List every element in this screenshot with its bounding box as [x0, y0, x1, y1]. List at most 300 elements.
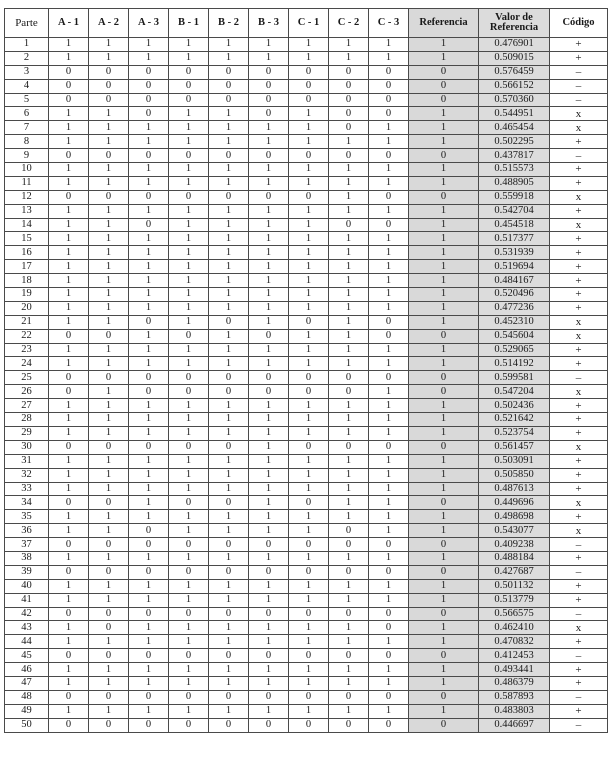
cell-a1: 1 [49, 510, 89, 524]
cell-referencia: 1 [409, 482, 479, 496]
cell-b1: 0 [169, 565, 209, 579]
cell-parte: 45 [5, 649, 49, 663]
cell-c3: 1 [369, 524, 409, 538]
cell-valor-de-referencia: 0.503091 [479, 454, 550, 468]
header-a3: A - 3 [129, 9, 169, 38]
cell-c2: 0 [329, 538, 369, 552]
cell-referencia: 0 [409, 93, 479, 107]
cell-b2: 0 [209, 79, 249, 93]
cell-c3: 0 [369, 79, 409, 93]
cell-referencia: 1 [409, 246, 479, 260]
cell-c3: 1 [369, 288, 409, 302]
cell-b1: 1 [169, 468, 209, 482]
cell-b1: 1 [169, 399, 209, 413]
cell-c2: 1 [329, 329, 369, 343]
cell-c1: 1 [289, 274, 329, 288]
cell-c1: 1 [289, 232, 329, 246]
cell-b1: 1 [169, 676, 209, 690]
cell-valor-de-referencia: 0.449696 [479, 496, 550, 510]
cell-parte: 7 [5, 121, 49, 135]
cell-a1: 1 [49, 482, 89, 496]
cell-a1: 1 [49, 176, 89, 190]
cell-codigo: – [550, 649, 608, 663]
table-row [5, 551, 608, 565]
cell-valor-de-referencia: 0.454518 [479, 218, 550, 232]
cell-codigo: + [550, 482, 608, 496]
cell-referencia: 1 [409, 232, 479, 246]
cell-c1: 1 [289, 482, 329, 496]
cell-a1: 1 [49, 593, 89, 607]
cell-b1: 1 [169, 704, 209, 718]
cell-a3: 0 [129, 65, 169, 79]
cell-b3: 1 [249, 510, 289, 524]
cell-referencia: 0 [409, 565, 479, 579]
cell-c1: 0 [289, 385, 329, 399]
cell-b2: 1 [209, 663, 249, 677]
cell-parte: 12 [5, 190, 49, 204]
cell-c2: 0 [329, 385, 369, 399]
cell-a2: 1 [89, 274, 129, 288]
cell-b3: 1 [249, 343, 289, 357]
cell-c3: 0 [369, 649, 409, 663]
cell-a2: 0 [89, 93, 129, 107]
cell-valor-de-referencia: 0.529065 [479, 343, 550, 357]
cell-a3: 1 [129, 121, 169, 135]
cell-referencia: 1 [409, 38, 479, 52]
cell-c2: 1 [329, 51, 369, 65]
table-row [5, 204, 608, 218]
cell-valor-de-referencia: 0.543077 [479, 524, 550, 538]
cell-c1: 1 [289, 676, 329, 690]
cell-b2: 0 [209, 690, 249, 704]
cell-a3: 1 [129, 135, 169, 149]
cell-a3: 0 [129, 190, 169, 204]
cell-c2: 1 [329, 663, 369, 677]
cell-c1: 0 [289, 440, 329, 454]
cell-c1: 1 [289, 135, 329, 149]
table-row [5, 579, 608, 593]
cell-a1: 1 [49, 135, 89, 149]
cell-b2: 1 [209, 288, 249, 302]
cell-c1: 0 [289, 649, 329, 663]
cell-valor-de-referencia: 0.587893 [479, 690, 550, 704]
table-row [5, 593, 608, 607]
cell-valor-de-referencia: 0.465454 [479, 121, 550, 135]
cell-parte: 9 [5, 149, 49, 163]
cell-b2: 1 [209, 579, 249, 593]
cell-parte: 8 [5, 135, 49, 149]
cell-b3: 0 [249, 718, 289, 732]
cell-referencia: 1 [409, 163, 479, 177]
cell-a1: 1 [49, 343, 89, 357]
cell-parte: 46 [5, 663, 49, 677]
cell-c3: 1 [369, 510, 409, 524]
cell-b3: 1 [249, 204, 289, 218]
cell-a3: 0 [129, 371, 169, 385]
cell-referencia: 1 [409, 343, 479, 357]
cell-c3: 1 [369, 301, 409, 315]
cell-c3: 1 [369, 51, 409, 65]
header-codigo: Código [550, 9, 608, 38]
cell-c2: 1 [329, 399, 369, 413]
cell-a3: 1 [129, 246, 169, 260]
cell-a1: 0 [49, 690, 89, 704]
cell-b2: 1 [209, 163, 249, 177]
cell-b1: 1 [169, 426, 209, 440]
table-row [5, 621, 608, 635]
cell-a3: 1 [129, 176, 169, 190]
cell-a2: 1 [89, 218, 129, 232]
cell-c3: 1 [369, 704, 409, 718]
cell-valor-de-referencia: 0.502436 [479, 399, 550, 413]
cell-b1: 0 [169, 649, 209, 663]
cell-a3: 0 [129, 315, 169, 329]
cell-a3: 0 [129, 107, 169, 121]
cell-a2: 0 [89, 190, 129, 204]
cell-parte: 14 [5, 218, 49, 232]
cell-c1: 1 [289, 301, 329, 315]
cell-b1: 1 [169, 635, 209, 649]
cell-b2: 1 [209, 454, 249, 468]
cell-a1: 1 [49, 454, 89, 468]
cell-c3: 1 [369, 260, 409, 274]
cell-b3: 1 [249, 524, 289, 538]
cell-referencia: 1 [409, 176, 479, 190]
cell-valor-de-referencia: 0.412453 [479, 649, 550, 663]
cell-a1: 1 [49, 413, 89, 427]
cell-c2: 0 [329, 524, 369, 538]
cell-c3: 1 [369, 274, 409, 288]
cell-valor-de-referencia: 0.437817 [479, 149, 550, 163]
cell-c2: 1 [329, 357, 369, 371]
table-row [5, 496, 608, 510]
cell-c3: 1 [369, 385, 409, 399]
cell-b3: 1 [249, 218, 289, 232]
cell-valor-de-referencia: 0.446697 [479, 718, 550, 732]
cell-a2: 1 [89, 663, 129, 677]
cell-a1: 1 [49, 301, 89, 315]
table-row [5, 482, 608, 496]
cell-a3: 1 [129, 510, 169, 524]
cell-valor-de-referencia: 0.515573 [479, 163, 550, 177]
cell-a2: 0 [89, 649, 129, 663]
cell-c1: 1 [289, 663, 329, 677]
cell-valor-de-referencia: 0.544951 [479, 107, 550, 121]
table-row [5, 274, 608, 288]
cell-codigo: + [550, 246, 608, 260]
cell-b2: 0 [209, 371, 249, 385]
cell-b2: 1 [209, 635, 249, 649]
cell-c3: 1 [369, 413, 409, 427]
table-row [5, 649, 608, 663]
cell-a3: 0 [129, 524, 169, 538]
cell-b1: 0 [169, 385, 209, 399]
header-parte: Parte [5, 9, 49, 38]
cell-b3: 1 [249, 496, 289, 510]
cell-b2: 1 [209, 260, 249, 274]
cell-b3: 1 [249, 274, 289, 288]
cell-a3: 1 [129, 482, 169, 496]
cell-c3: 0 [369, 218, 409, 232]
cell-b2: 1 [209, 107, 249, 121]
cell-a3: 1 [129, 399, 169, 413]
cell-a1: 1 [49, 246, 89, 260]
cell-c2: 1 [329, 288, 369, 302]
cell-a1: 0 [49, 538, 89, 552]
cell-a3: 1 [129, 621, 169, 635]
cell-a2: 1 [89, 163, 129, 177]
cell-a3: 0 [129, 565, 169, 579]
cell-a2: 0 [89, 565, 129, 579]
cell-b1: 1 [169, 163, 209, 177]
cell-c2: 1 [329, 676, 369, 690]
cell-a2: 1 [89, 288, 129, 302]
cell-codigo: x [550, 496, 608, 510]
cell-valor-de-referencia: 0.561457 [479, 440, 550, 454]
cell-b3: 0 [249, 607, 289, 621]
cell-a2: 1 [89, 468, 129, 482]
cell-a2: 0 [89, 329, 129, 343]
cell-valor-de-referencia: 0.509015 [479, 51, 550, 65]
cell-a3: 1 [129, 38, 169, 52]
cell-b1: 1 [169, 301, 209, 315]
header-c3: C - 3 [369, 9, 409, 38]
cell-a3: 1 [129, 551, 169, 565]
cell-a3: 1 [129, 676, 169, 690]
cell-parte: 42 [5, 607, 49, 621]
table-row [5, 51, 608, 65]
cell-a2: 0 [89, 621, 129, 635]
cell-referencia: 0 [409, 496, 479, 510]
cell-c1: 1 [289, 426, 329, 440]
header-referencia: Referencia [409, 9, 479, 38]
cell-valor-de-referencia: 0.566575 [479, 607, 550, 621]
cell-a2: 1 [89, 413, 129, 427]
cell-c3: 1 [369, 38, 409, 52]
cell-a1: 0 [49, 79, 89, 93]
cell-parte: 34 [5, 496, 49, 510]
cell-b3: 1 [249, 232, 289, 246]
cell-codigo: x [550, 524, 608, 538]
cell-b2: 0 [209, 718, 249, 732]
cell-a2: 1 [89, 343, 129, 357]
cell-c3: 1 [369, 593, 409, 607]
cell-parte: 21 [5, 315, 49, 329]
table-row [5, 565, 608, 579]
cell-c2: 1 [329, 38, 369, 52]
cell-c3: 1 [369, 482, 409, 496]
cell-b1: 1 [169, 246, 209, 260]
cell-b2: 1 [209, 301, 249, 315]
cell-valor-de-referencia: 0.427687 [479, 565, 550, 579]
cell-b3: 0 [249, 329, 289, 343]
cell-a1: 1 [49, 163, 89, 177]
cell-a2: 1 [89, 426, 129, 440]
cell-b1: 0 [169, 65, 209, 79]
cell-b1: 0 [169, 440, 209, 454]
cell-c2: 1 [329, 232, 369, 246]
cell-c2: 0 [329, 149, 369, 163]
cell-a1: 1 [49, 232, 89, 246]
cell-a2: 1 [89, 551, 129, 565]
cell-a2: 0 [89, 690, 129, 704]
cell-c3: 1 [369, 176, 409, 190]
cell-parte: 3 [5, 65, 49, 79]
cell-parte: 11 [5, 176, 49, 190]
cell-parte: 38 [5, 551, 49, 565]
table-row [5, 260, 608, 274]
cell-c2: 1 [329, 551, 369, 565]
cell-c3: 1 [369, 135, 409, 149]
cell-a2: 1 [89, 51, 129, 65]
cell-b1: 1 [169, 579, 209, 593]
cell-parte: 24 [5, 357, 49, 371]
header-valor-de-referencia: Valor de Referencia [479, 9, 550, 38]
cell-referencia: 1 [409, 468, 479, 482]
cell-codigo: x [550, 329, 608, 343]
cell-valor-de-referencia: 0.520496 [479, 288, 550, 302]
cell-parte: 18 [5, 274, 49, 288]
cell-valor-de-referencia: 0.513779 [479, 593, 550, 607]
cell-b1: 1 [169, 204, 209, 218]
cell-a3: 0 [129, 149, 169, 163]
table-row [5, 315, 608, 329]
header-a1: A - 1 [49, 9, 89, 38]
cell-b2: 1 [209, 510, 249, 524]
cell-referencia: 0 [409, 538, 479, 552]
cell-valor-de-referencia: 0.523754 [479, 426, 550, 440]
cell-codigo: + [550, 399, 608, 413]
cell-c1: 1 [289, 468, 329, 482]
cell-c1: 1 [289, 176, 329, 190]
table-row [5, 121, 608, 135]
cell-a3: 0 [129, 93, 169, 107]
cell-b2: 0 [209, 440, 249, 454]
cell-codigo: + [550, 343, 608, 357]
cell-b2: 1 [209, 621, 249, 635]
cell-b3: 1 [249, 440, 289, 454]
cell-c1: 0 [289, 79, 329, 93]
cell-b1: 1 [169, 135, 209, 149]
cell-valor-de-referencia: 0.477236 [479, 301, 550, 315]
cell-a1: 0 [49, 329, 89, 343]
cell-a2: 1 [89, 593, 129, 607]
table-row [5, 301, 608, 315]
cell-a1: 0 [49, 440, 89, 454]
cell-parte: 35 [5, 510, 49, 524]
cell-referencia: 1 [409, 426, 479, 440]
cell-c2: 0 [329, 565, 369, 579]
cell-a1: 1 [49, 260, 89, 274]
cell-b2: 1 [209, 343, 249, 357]
cell-codigo: + [550, 579, 608, 593]
cell-b2: 1 [209, 232, 249, 246]
cell-c3: 1 [369, 232, 409, 246]
cell-codigo: – [550, 371, 608, 385]
cell-b3: 0 [249, 371, 289, 385]
cell-a1: 1 [49, 218, 89, 232]
cell-c2: 0 [329, 440, 369, 454]
cell-b1: 1 [169, 274, 209, 288]
cell-b1: 1 [169, 38, 209, 52]
cell-codigo: + [550, 357, 608, 371]
cell-valor-de-referencia: 0.570360 [479, 93, 550, 107]
cell-valor-de-referencia: 0.484167 [479, 274, 550, 288]
cell-valor-de-referencia: 0.501132 [479, 579, 550, 593]
cell-c2: 1 [329, 343, 369, 357]
cell-c2: 1 [329, 468, 369, 482]
cell-a3: 0 [129, 79, 169, 93]
cell-a1: 0 [49, 607, 89, 621]
cell-parte: 6 [5, 107, 49, 121]
cell-c2: 0 [329, 371, 369, 385]
cell-b3: 1 [249, 399, 289, 413]
cell-a1: 1 [49, 426, 89, 440]
cell-b3: 0 [249, 65, 289, 79]
cell-a1: 0 [49, 565, 89, 579]
cell-a3: 1 [129, 496, 169, 510]
cell-valor-de-referencia: 0.599581 [479, 371, 550, 385]
cell-c1: 1 [289, 551, 329, 565]
cell-c2: 1 [329, 135, 369, 149]
cell-b1: 0 [169, 93, 209, 107]
cell-b1: 0 [169, 607, 209, 621]
cell-b1: 1 [169, 551, 209, 565]
cell-c1: 1 [289, 218, 329, 232]
cell-valor-de-referencia: 0.476901 [479, 38, 550, 52]
cell-referencia: 0 [409, 718, 479, 732]
cell-b2: 1 [209, 246, 249, 260]
cell-parte: 28 [5, 413, 49, 427]
cell-c2: 1 [329, 176, 369, 190]
table-row [5, 343, 608, 357]
cell-parte: 39 [5, 565, 49, 579]
cell-referencia: 1 [409, 274, 479, 288]
cell-b3: 1 [249, 288, 289, 302]
cell-b3: 1 [249, 357, 289, 371]
cell-codigo: x [550, 218, 608, 232]
cell-c3: 0 [369, 190, 409, 204]
cell-b1: 1 [169, 121, 209, 135]
table-row [5, 663, 608, 677]
cell-a2: 1 [89, 482, 129, 496]
cell-a3: 0 [129, 218, 169, 232]
cell-b3: 1 [249, 38, 289, 52]
cell-c3: 1 [369, 121, 409, 135]
table-row [5, 607, 608, 621]
cell-valor-de-referencia: 0.483803 [479, 704, 550, 718]
cell-referencia: 1 [409, 51, 479, 65]
cell-referencia: 1 [409, 676, 479, 690]
header-c1: C - 1 [289, 9, 329, 38]
header-a2: A - 2 [89, 9, 129, 38]
cell-a1: 1 [49, 107, 89, 121]
cell-b2: 0 [209, 538, 249, 552]
cell-a2: 1 [89, 135, 129, 149]
table-row [5, 371, 608, 385]
cell-a3: 1 [129, 163, 169, 177]
cell-referencia: 0 [409, 440, 479, 454]
cell-b3: 1 [249, 426, 289, 440]
table-row [5, 93, 608, 107]
cell-b2: 1 [209, 204, 249, 218]
cell-c1: 1 [289, 704, 329, 718]
header-c2: C - 2 [329, 9, 369, 38]
cell-referencia: 1 [409, 218, 479, 232]
cell-b2: 0 [209, 65, 249, 79]
cell-codigo: + [550, 260, 608, 274]
cell-a3: 0 [129, 607, 169, 621]
